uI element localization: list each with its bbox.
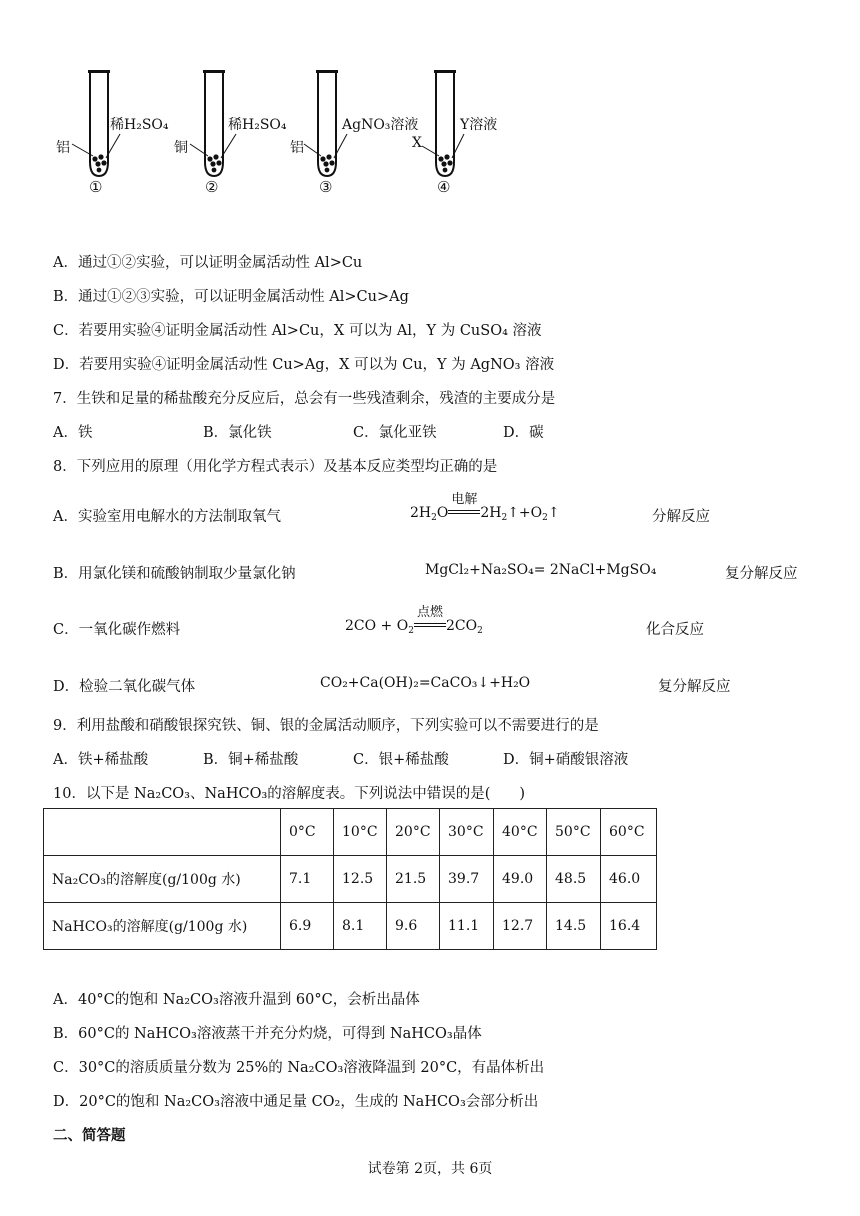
q6-option-c: C．若要用实验④证明金属活动性 Al>Cu，X 可以为 Al，Y 为 CuSO₄ 溶液 — [53, 323, 542, 339]
q6-option-d: D．若要用实验④证明金属活动性 Cu>Ag，X 可以为 Cu，Y 为 AgNO₃ 溶液 — [53, 357, 555, 373]
solubility-table — [43, 808, 657, 950]
test-tube-3 — [304, 70, 347, 176]
tube-4-solution: Y溶液 — [460, 117, 498, 133]
table-cell: 11.1 — [440, 903, 494, 950]
q8-type-d: 复分解反应 — [658, 679, 731, 695]
tube-1-metal: 铝 — [56, 140, 70, 156]
q7-stem: 7．生铁和足量的稀盐酸充分反应后，总会有一些残渣剩余，残渣的主要成分是 — [53, 391, 556, 407]
q8-equation-c: $2CO + O_2$ 点燃 $2CO_2$ — [345, 618, 483, 636]
table-cell: 14.5 — [547, 903, 601, 950]
tube-4-metal: X — [412, 135, 422, 151]
table-cell: 30°C — [440, 809, 494, 856]
q8-type-a: 分解反应 — [652, 509, 710, 525]
q8-option-c: C．一氧化碳作燃料 — [53, 622, 181, 638]
tube-1-number: ① — [89, 178, 103, 196]
table-cell: 39.7 — [440, 856, 494, 903]
table-cell: 12.5 — [334, 856, 387, 903]
table-cell: 7.1 — [281, 856, 334, 903]
q7-option-c: C．氯化亚铁 — [353, 425, 437, 441]
tube-4-number: ④ — [437, 178, 451, 196]
table-cell: 16.4 — [601, 903, 657, 950]
q7-option-a: A．铁 — [53, 425, 93, 441]
q6-option-a: A．通过①②实验，可以证明金属活动性 Al>Cu — [53, 255, 363, 271]
table-cell: 9.6 — [387, 903, 440, 950]
table-cell — [44, 809, 281, 856]
q8-equation-a: $2H_2O$ 电解 $2H_2↑+O_2↑$ — [410, 505, 560, 523]
tube-2-number: ② — [205, 178, 219, 196]
q9-option-c: C．银+稀盐酸 — [353, 752, 449, 768]
q10-option-b: B．60°C的 NaHCO₃溶液蒸干并充分灼烧，可得到 NaHCO₃晶体 — [53, 1026, 482, 1042]
q10-stem: 10．以下是 Na₂CO₃、NaHCO₃的溶解度表。下列说法中错误的是( ) — [53, 786, 526, 802]
table-cell: 50°C — [547, 809, 601, 856]
condition-electrolysis: 电解 — [451, 492, 478, 507]
q9-option-b: B．铜+稀盐酸 — [203, 752, 299, 768]
table-cell: 21.5 — [387, 856, 440, 903]
table-header-row — [44, 809, 657, 856]
table-cell: 60°C — [601, 809, 657, 856]
table-cell: 12.7 — [494, 903, 547, 950]
table-row — [44, 903, 657, 950]
table-cell: 20°C — [387, 809, 440, 856]
tube-2-metal: 铜 — [174, 140, 188, 156]
q8-equation-b: MgCl₂+Na₂SO₄= 2NaCl+MgSO₄ — [425, 562, 657, 578]
q10-option-a: A．40°C的饱和 Na₂CO₃溶液升温到 60°C，会析出晶体 — [53, 992, 420, 1008]
table-cell: 0°C — [281, 809, 334, 856]
table-cell: 48.5 — [547, 856, 601, 903]
table-cell: 49.0 — [494, 856, 547, 903]
q8-type-b: 复分解反应 — [725, 566, 798, 582]
q9-stem: 9．利用盐酸和硝酸银探究铁、铜、银的金属活动顺序，下列实验可以不需要进行的是 — [53, 718, 599, 734]
tube-2-solution: 稀H₂SO₄ — [228, 117, 287, 133]
q8-option-b: B．用氯化镁和硫酸钠制取少量氯化钠 — [53, 566, 296, 582]
table-cell: 8.1 — [334, 903, 387, 950]
q8-stem: 8．下列应用的原理（用化学方程式表示）及基本反应类型均正确的是 — [53, 459, 498, 475]
tube-3-metal: 铝 — [290, 140, 304, 156]
q6-option-b: B．通过①②③实验，可以证明金属活动性 Al>Cu>Ag — [53, 289, 409, 305]
q8-equation-d: CO₂+Ca(OH)₂=CaCO₃↓+H₂O — [320, 675, 531, 691]
table-cell: 46.0 — [601, 856, 657, 903]
q7-option-d: D．碳 — [503, 425, 544, 441]
table-cell: Na₂CO₃的溶解度(g/100g 水) — [44, 856, 281, 903]
q10-option-c: C．30°C的溶质质量分数为 25%的 Na₂CO₃溶液降温到 20°C，有晶体析出 — [53, 1060, 545, 1076]
page-footer: 试卷第 2页，共 6页 — [367, 1161, 493, 1177]
test-tube-4 — [422, 70, 464, 176]
table-cell: NaHCO₃的溶解度(g/100g 水) — [44, 903, 281, 950]
table-cell: 6.9 — [281, 903, 334, 950]
table-row — [44, 856, 657, 903]
q8-type-c: 化合反应 — [646, 622, 704, 638]
tube-3-solution: AgNO₃溶液 — [342, 117, 419, 133]
q8-option-d: D．检验二氧化碳气体 — [53, 679, 196, 695]
condition-ignite: 点燃 — [416, 605, 443, 620]
table-cell: 10°C — [334, 809, 387, 856]
section-heading: 二、简答题 — [53, 1127, 126, 1144]
q7-option-b: B．氯化铁 — [203, 425, 272, 441]
table-cell: 40°C — [494, 809, 547, 856]
tube-3-number: ③ — [319, 178, 333, 196]
q9-option-d: D．铜+硝酸银溶液 — [503, 752, 629, 768]
q9-option-a: A．铁+稀盐酸 — [53, 752, 149, 768]
tube-1-solution: 稀H₂SO₄ — [110, 117, 169, 133]
q8-option-a: A．实验室用电解水的方法制取氧气 — [53, 509, 281, 525]
q10-option-d: D．20°C的饱和 Na₂CO₃溶液中通足量 CO₂，生成的 NaHCO₃会部分析出 — [53, 1094, 539, 1110]
